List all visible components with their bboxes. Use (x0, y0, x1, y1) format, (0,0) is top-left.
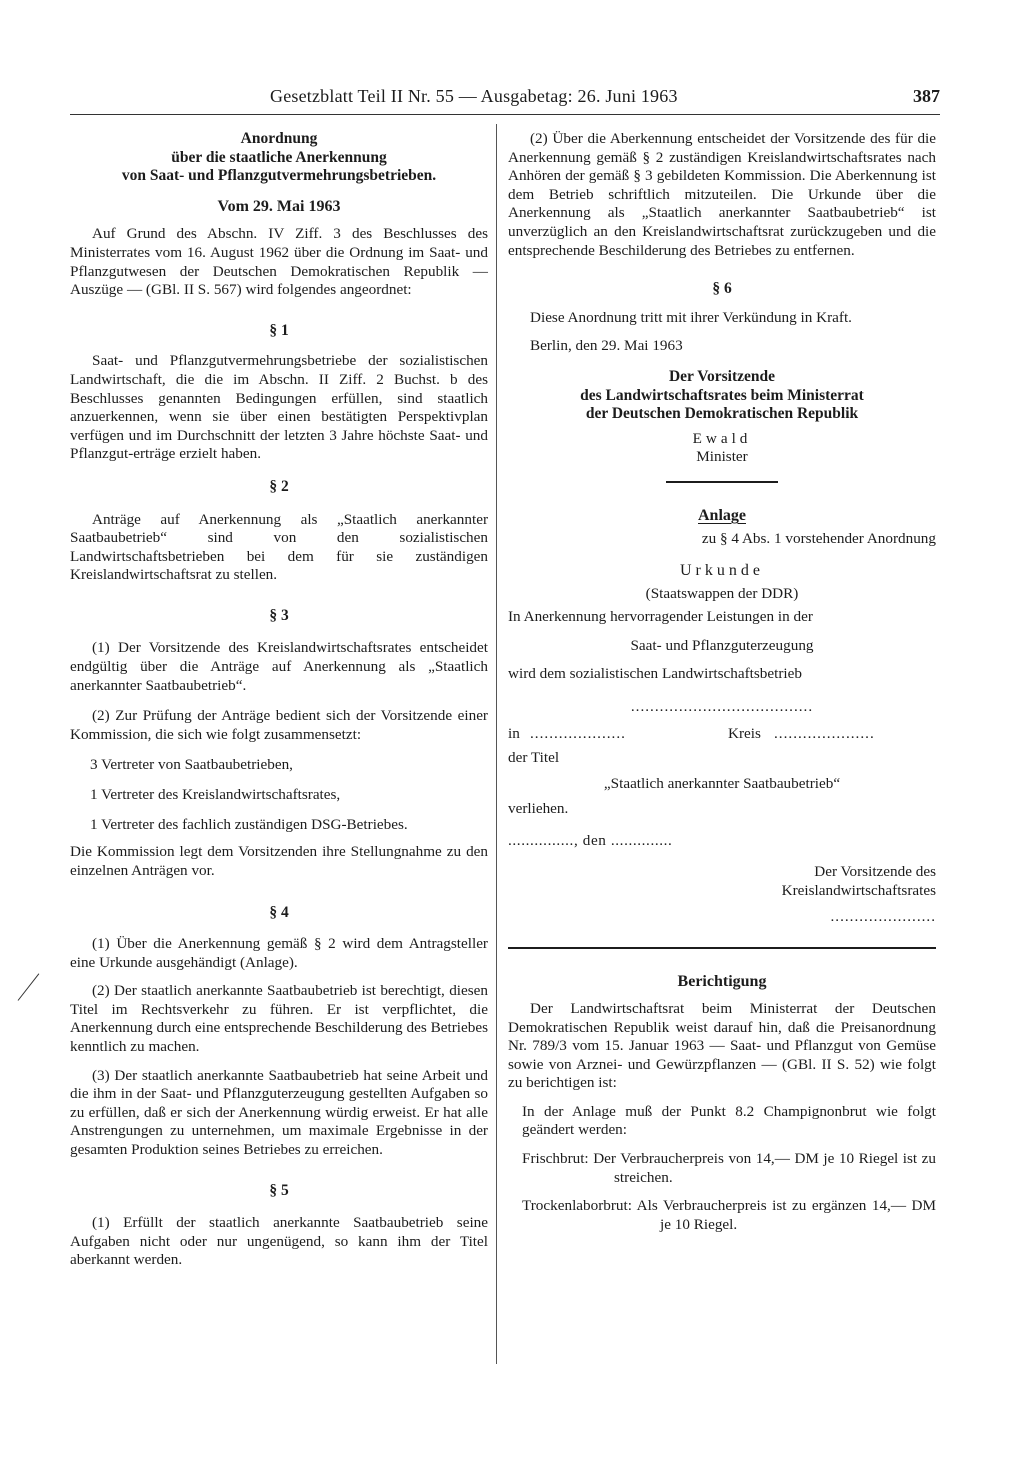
frischbrut-label: Frischbrut: (522, 1150, 589, 1168)
location-row (508, 725, 936, 745)
section-3-paragraph-3: Die Kommission legt dem Vorsitzenden ihre Stellungnahme zu den einzelnen Anträgen vor. (70, 843, 488, 879)
correction-title: Berichtigung (677, 973, 767, 991)
certificate-signer-line-1: Der Vorsitzende des (814, 863, 936, 881)
annex-subtitle: zu § 4 Abs. 1 vorstehender Anordnung (701, 529, 936, 547)
section-2-heading: § 2 (269, 477, 289, 495)
section-3-heading: § 3 (269, 606, 289, 624)
section-6-heading: § 6 (712, 280, 732, 298)
place-and-date: Berlin, den 29. Mai 1963 (530, 337, 683, 355)
certificate-emblem-note: (Staatswappen der DDR) (645, 584, 799, 602)
correction-item-frischbrut (508, 1150, 936, 1187)
margin-mark (18, 973, 40, 1000)
preamble: Auf Grund des Abschn. IV Ziff. 3 des Beschlusses des Ministerrates vom 16. August 1962 über die Ordnung im Saat- und Pflanzgutwesen der Deutschen Demokratischen Republik — Auszüge — (GBl. II S. 567) wird folgendes angeordnet: (70, 225, 488, 299)
left-column (70, 130, 488, 1270)
section-4-paragraph-1: (1) Über die Anerkennung gemäß § 2 wird dem Antragsteller eine Urkunde ausgehändigt (Anlage). (70, 935, 488, 971)
correction-text: Der Landwirtschaftsrat beim Ministerrat der Deutschen Demokratischen Republik weist darauf hin, daß die Preisanordnung Nr. 789/3 vom 15. Januar 1963 — Saat- und Pflanzgut von Gemüse sowie von Arznei- und Gewürzpflanzen — (GBl. II S. 52) wie folgt zu berichtigen ist: (508, 999, 936, 1092)
signature-block-line-1: Der Vorsitzende (668, 367, 776, 385)
header-title: Gesetzblatt Teil II Nr. 55 — Ausgabetag: 26. Juni 1963 (270, 86, 678, 106)
section-1-text: Saat- und Pflanzgutvermehrungsbetriebe der sozialistischen Landwirtschaft, die die im Abschn. II Ziff. 2 Buchst. b des Beschlusses genannten Bedingungen erfüllen, sind staatlich anzuerkennen, wenn sie über einen bestätigten Perspektivplan verfügen und im Durchschnitt der letzten 3 Jahre höchste Saat- und Pflanzgut-erträge erzielt haben. (70, 352, 488, 463)
column-divider (496, 124, 497, 1364)
section-5-heading: § 5 (269, 1181, 289, 1199)
certificate-date-blank: ..............., den .............. (508, 832, 673, 850)
trockenlaborbrut-label: Trockenlaborbrut: (522, 1197, 632, 1215)
section-2-text: Anträge auf Anerkennung als „Staatlich anerkannter Saatbaubetrieb“ sind von den sozialistischen Landwirtschaftsbetrieben bei dem für sie zuständigen Kreislandwirtschaftsrat zu stellen. (70, 510, 488, 584)
certificate-line-3: wird dem sozialistischen Landwirtschaftsbetrieb (508, 665, 802, 683)
ordinance-date: Vom 29. Mai 1963 (217, 197, 341, 215)
in-label: in (508, 724, 520, 742)
in-blank: .................... (530, 724, 626, 742)
signature-block-line-2: des Landwirtschaftsrates beim Ministerrat (580, 386, 864, 404)
section-4-heading: § 4 (269, 904, 289, 922)
section-3-list-item: 1 Vertreter des Kreislandwirtschaftsrates, (90, 786, 341, 804)
section-3-list-item: 3 Vertreter von Saatbaubetrieben, (90, 756, 293, 774)
certificate-signer-line-2: Kreislandwirtschaftsrates (781, 881, 936, 899)
section-3-list-item: 1 Vertreter des fachlich zuständigen DSG-Betriebes. (90, 815, 408, 833)
signer-title: Minister (696, 448, 748, 466)
signer-name: Ewald (692, 429, 752, 447)
section-1-heading: § 1 (269, 321, 289, 339)
certificate-line-2: Saat- und Pflanzguterzeugung (630, 636, 814, 654)
kreis-blank: ..................... (774, 724, 875, 742)
certificate-title-quote: „Staatlich anerkannter Saatbaubetrieb“ (603, 775, 841, 793)
section-4-paragraph-3: (3) Der staatlich anerkannte Saatbaubetrieb hat seine Arbeit und die ihm in der Saat- und Pflanzguterzeugung gestellten Aufgaben so zu erfüllen, daß er sich der Anerkennung würdig erweist. Er hat alle Anstrengungen zu unternehmen, um maximale Ergebnisse in der gesamten Produktion seines Betriebes zu erreichen. (70, 1066, 488, 1158)
correction-paragraph-2: In der Anlage muß der Punkt 8.2 Champignonbrut wie folgt geändert werden: (522, 1102, 936, 1139)
kreis-label: Kreis (728, 724, 761, 742)
ordinance-title-line-2: über die staatliche Anerkennung (171, 148, 387, 166)
certificate-verliehen: verliehen. (508, 799, 569, 817)
certificate-der-titel: der Titel (508, 748, 560, 766)
page-number: 387 (913, 86, 940, 106)
section-5-paragraph-1: (1) Erfüllt der staatlich anerkannte Saatbaubetrieb seine Aufgaben nicht oder nur ungenügend, so kann ihm der Titel aberkannt werden. (70, 1214, 488, 1269)
section-rule (508, 947, 936, 950)
separator-rule (666, 481, 778, 483)
certificate-name-blank: ...................................... (630, 698, 814, 716)
correction-item-trockenlaborbrut (508, 1197, 936, 1234)
section-3-paragraph-2: (2) Zur Prüfung der Anträge bedient sich der Vorsitzende einer Kommission, die sich wie folgt zusammensetzt: (70, 707, 488, 743)
certificate-signature-blank: ...................... (830, 908, 936, 926)
right-column (508, 130, 936, 1234)
section-6-text: Diese Anordnung tritt mit ihrer Verkündung in Kraft. (530, 308, 852, 326)
certificate-title: Urkunde (680, 562, 764, 580)
section-4-paragraph-2: (2) Der staatlich anerkannte Saatbaubetrieb ist berechtigt, diesen Titel im Rechtsverkehr zu führen. Er ist verpflichtet, die Anerkennung durch eine entsprechende Beschilderung des Betriebes kenntlich zu machen. (70, 982, 488, 1055)
annex-title: Anlage (698, 506, 746, 524)
certificate-line-1: In Anerkennung hervorragender Leistungen in der (508, 608, 813, 626)
page-header (70, 86, 940, 115)
section-3-paragraph-1: (1) Der Vorsitzende des Kreislandwirtschaftsrates entscheidet endgültig über die Anträge auf Anerkennung als „Staatlich anerkannter Saatbaubetrieb“. (70, 639, 488, 694)
frischbrut-text: Der Verbraucherpreis von 14,— DM je 10 Riegel ist zu streichen. (593, 1150, 937, 1186)
ordinance-title-line-1: Anordnung (240, 130, 318, 147)
trockenlaborbrut-text: Als Verbraucherpreis ist zu ergänzen 14,— DM je 10 Riegel. (636, 1197, 936, 1233)
ordinance-title-line-3: von Saat- und Pflanzgutvermehrungsbetrieben. (121, 167, 437, 185)
section-5-paragraph-2: (2) Über die Aberkennung entscheidet der Vorsitzende des für die Anerkennung gemäß § 2 zuständigen Kreislandwirtschaftsrates nach Anhören der gemäß § 3 gebildeten Kommission. Die Aberkennung ist dem Betrieb schriftlich mitzuteilen. Die Urkunde über die Anerkennung als „Staatlich anerkannter Saatbaubetrieb“ ist unverzüglich an den Kreislandwirtschaftsrat zurückzugeben und die entsprechende Beschilderung des Betriebes zu entfernen. (508, 130, 936, 259)
signature-block-line-3: der Deutschen Demokratischen Republik (585, 405, 859, 423)
